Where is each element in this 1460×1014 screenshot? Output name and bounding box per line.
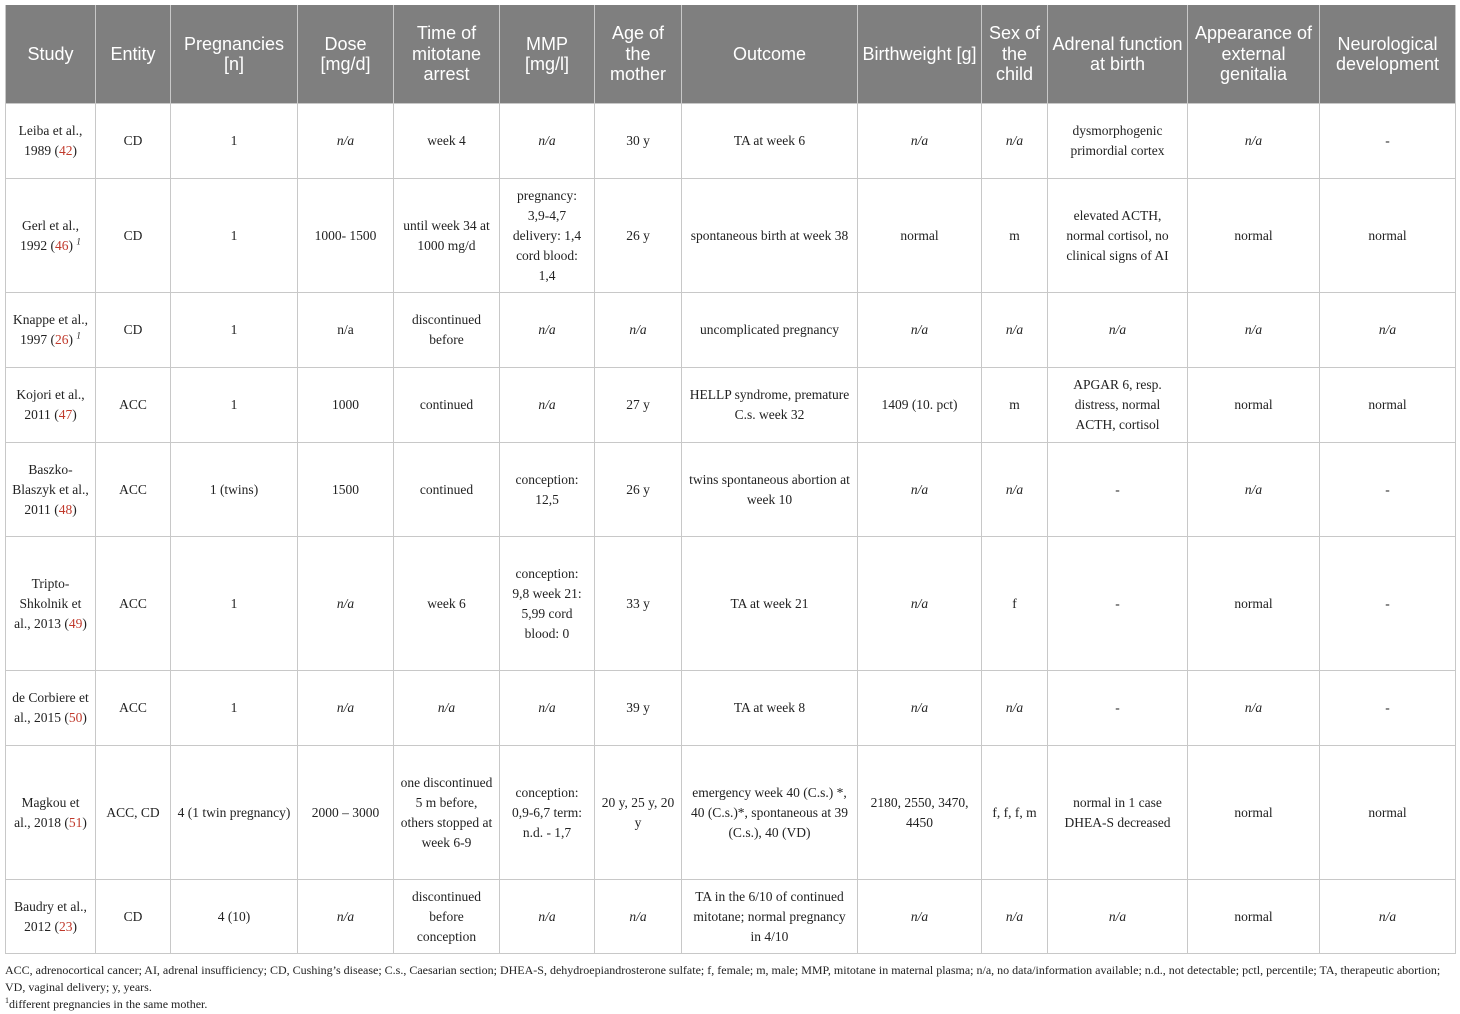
cell-neuro: normal bbox=[1320, 746, 1456, 880]
header-row bbox=[6, 5, 1456, 104]
column-header-adrenal: Adrenal function at birth bbox=[1048, 5, 1188, 104]
cell-genitalia: n/a bbox=[1188, 293, 1320, 368]
cell-outcome: TA at week 21 bbox=[682, 537, 858, 671]
cell-birthweight: normal bbox=[858, 179, 982, 293]
study-text: Leiba et al., 1989 bbox=[18, 123, 83, 158]
cell-arrest: one discontinued 5 m before, others stopped at week 6-9 bbox=[394, 746, 500, 880]
cell-sex: n/a bbox=[982, 443, 1048, 537]
cell-entity: CD bbox=[96, 293, 171, 368]
table-footnotes bbox=[5, 962, 1455, 1013]
cell-neuro: - bbox=[1320, 537, 1456, 671]
cell-age: n/a bbox=[595, 293, 682, 368]
table-row bbox=[6, 671, 1456, 746]
cell-entity: CD bbox=[96, 880, 171, 954]
cell-entity: ACC, CD bbox=[96, 746, 171, 880]
abbreviations-note: ACC, adrenocortical cancer; AI, adrenal insufficiency; CD, Cushing’s disease; C.s., Caesarian section; DHEA-S, dehydroepiandrosterone sulfate; f, female; m, male; MMP, mitotane in maternal plasma; n/a, no data/information available; n.d., not detectable; pctl, percentile; TA, therapeutic abortion; VD, vaginal delivery; y, years. bbox=[5, 963, 1441, 994]
cell-birthweight: n/a bbox=[858, 880, 982, 954]
cell-sex: f, f, f, m bbox=[982, 746, 1048, 880]
cell-study: Gerl et al., 1992 (46) $^1$ bbox=[6, 179, 96, 293]
footnote-text: different pregnancies in the same mother. bbox=[9, 997, 208, 1011]
cell-pregnancies: 1 bbox=[171, 671, 298, 746]
cell-adrenal: - bbox=[1048, 537, 1188, 671]
table-body bbox=[6, 104, 1456, 954]
cell-arrest: continued bbox=[394, 443, 500, 537]
cell-pregnancies: 4 (1 twin pregnancy) bbox=[171, 746, 298, 880]
table-document bbox=[5, 5, 1455, 1013]
reference-link[interactable]: 46 bbox=[55, 237, 69, 253]
study-text: Gerl et al., 1992 bbox=[20, 217, 79, 253]
study-text: Magkou et al., 2018 bbox=[14, 794, 80, 830]
cell-pregnancies: 1 bbox=[171, 293, 298, 368]
cell-age: n/a bbox=[595, 880, 682, 954]
cell-sex: n/a bbox=[982, 104, 1048, 179]
cell-outcome: HELLP syndrome, premature C.s. week 32 bbox=[682, 368, 858, 443]
column-header-genitalia: Appearance of external genitalia bbox=[1188, 5, 1320, 104]
reference-link[interactable]: 23 bbox=[58, 918, 73, 934]
cell-outcome: TA at week 8 bbox=[682, 671, 858, 746]
cell-mmp: n/a bbox=[500, 671, 595, 746]
cell-mmp: n/a bbox=[500, 104, 595, 179]
table-row bbox=[6, 179, 1456, 293]
footnote-mark: 1 bbox=[76, 330, 81, 341]
footnote-mark: 1 bbox=[76, 236, 81, 246]
cell-outcome: TA in the 6/10 of continued mitotane; normal pregnancy in 4/10 bbox=[682, 880, 858, 954]
cell-dose: n/a bbox=[298, 880, 394, 954]
cell-arrest: week 4 bbox=[394, 104, 500, 179]
cell-arrest: until week 34 at 1000 mg/d bbox=[394, 179, 500, 293]
cell-adrenal: n/a bbox=[1048, 880, 1188, 954]
study-text: Baudry et al., 2012 bbox=[14, 898, 87, 934]
cell-outcome: TA at week 6 bbox=[682, 104, 858, 179]
cell-genitalia: normal bbox=[1188, 746, 1320, 880]
cell-adrenal: - bbox=[1048, 443, 1188, 537]
cell-genitalia: n/a bbox=[1188, 443, 1320, 537]
cell-study: Tripto-Shkolnik et al., 2013 (49) bbox=[6, 537, 96, 671]
cell-entity: CD bbox=[96, 179, 171, 293]
table-row bbox=[6, 880, 1456, 954]
column-header-study: Study bbox=[6, 5, 96, 104]
cell-adrenal: dysmorphogenic primordial cortex bbox=[1048, 104, 1188, 179]
cell-pregnancies: 1 bbox=[171, 537, 298, 671]
cell-birthweight: n/a bbox=[858, 293, 982, 368]
cell-mmp: conception: 12,5 bbox=[500, 443, 595, 537]
cell-study: Magkou et al., 2018 (51) bbox=[6, 746, 96, 880]
cell-birthweight: n/a bbox=[858, 537, 982, 671]
cell-sex: n/a bbox=[982, 880, 1048, 954]
cell-dose: 1500 bbox=[298, 443, 394, 537]
cell-neuro: - bbox=[1320, 671, 1456, 746]
cell-study: Kojori et al., 2011 (47) bbox=[6, 368, 96, 443]
column-header-entity: Entity bbox=[96, 5, 171, 104]
cell-pregnancies: 4 (10) bbox=[171, 880, 298, 954]
cell-birthweight: n/a bbox=[858, 443, 982, 537]
cell-neuro: - bbox=[1320, 104, 1456, 179]
cell-entity: CD bbox=[96, 104, 171, 179]
cell-genitalia: normal bbox=[1188, 368, 1320, 443]
cell-entity: ACC bbox=[96, 368, 171, 443]
cell-neuro: normal bbox=[1320, 368, 1456, 443]
cell-age: 20 y, 25 y, 20 y bbox=[595, 746, 682, 880]
cell-mmp: conception: 0,9-6,7 term: n.d. - 1,7 bbox=[500, 746, 595, 880]
cell-birthweight: 1409 (10. pct) bbox=[858, 368, 982, 443]
column-header-age: Age of the mother bbox=[595, 5, 682, 104]
cell-age: 33 y bbox=[595, 537, 682, 671]
cell-dose: 1000 bbox=[298, 368, 394, 443]
column-header-sex: Sex of the child bbox=[982, 5, 1048, 104]
cell-study: Knappe et al., 1997 (26) $^1$ bbox=[6, 293, 96, 368]
column-header-pregnancies: Pregnancies [n] bbox=[171, 5, 298, 104]
cell-neuro: normal bbox=[1320, 179, 1456, 293]
cell-pregnancies: 1 bbox=[171, 179, 298, 293]
cell-arrest: discontinued before bbox=[394, 293, 500, 368]
cell-outcome: uncomplicated pregnancy bbox=[682, 293, 858, 368]
cell-dose: n/a bbox=[298, 104, 394, 179]
cell-study: Baudry et al., 2012 (23) bbox=[6, 880, 96, 954]
cell-outcome: spontaneous birth at week 38 bbox=[682, 179, 858, 293]
cell-outcome: emergency week 40 (C.s.) *, 40 (C.s.)*, spontaneous at 39 (C.s.), 40 (VD) bbox=[682, 746, 858, 880]
cell-dose: 2000 – 3000 bbox=[298, 746, 394, 880]
table-header bbox=[6, 5, 1456, 104]
table-row bbox=[6, 368, 1456, 443]
reference-link[interactable]: 51 bbox=[68, 814, 83, 830]
cell-entity: ACC bbox=[96, 537, 171, 671]
cell-dose: n/a bbox=[298, 293, 394, 368]
cell-outcome: twins spontaneous abortion at week 10 bbox=[682, 443, 858, 537]
cell-pregnancies: 1 bbox=[171, 368, 298, 443]
cell-study: de Corbiere et al., 2015 (50) bbox=[6, 671, 96, 746]
cell-sex: m bbox=[982, 179, 1048, 293]
study-text: Baszko-Blaszyk et al., 2011 bbox=[12, 461, 89, 517]
column-header-outcome: Outcome bbox=[682, 5, 858, 104]
cell-study: Baszko-Blaszyk et al., 2011 (48) bbox=[6, 443, 96, 537]
cell-sex: f bbox=[982, 537, 1048, 671]
cell-study: Leiba et al., 1989 (42) bbox=[6, 104, 96, 179]
cell-mmp: n/a bbox=[500, 368, 595, 443]
footnote-mark: 1 bbox=[5, 996, 9, 1005]
cell-genitalia: normal bbox=[1188, 880, 1320, 954]
cell-adrenal: elevated ACTH, normal cortisol, no clinical signs of AI bbox=[1048, 179, 1188, 293]
cell-genitalia: n/a bbox=[1188, 671, 1320, 746]
cell-genitalia: normal bbox=[1188, 179, 1320, 293]
reference-link[interactable]: 50 bbox=[68, 710, 83, 725]
table-row bbox=[6, 537, 1456, 671]
study-text: Knappe et al., 1997 bbox=[13, 312, 88, 347]
cell-sex: n/a bbox=[982, 293, 1048, 368]
column-header-arrest: Time of mitotane arrest bbox=[394, 5, 500, 104]
cell-adrenal: - bbox=[1048, 671, 1188, 746]
table-row bbox=[6, 104, 1456, 179]
cell-arrest: week 6 bbox=[394, 537, 500, 671]
cell-birthweight: 2180, 2550, 3470, 4450 bbox=[858, 746, 982, 880]
column-header-dose: Dose [mg/d] bbox=[298, 5, 394, 104]
cell-pregnancies: 1 (twins) bbox=[171, 443, 298, 537]
reference-link[interactable]: 47 bbox=[58, 407, 73, 422]
cell-neuro: n/a bbox=[1320, 293, 1456, 368]
study-text: de Corbiere et al., 2015 bbox=[12, 690, 89, 725]
cell-mmp: pregnancy: 3,9-4,7 delivery: 1,4 cord blood: 1,4 bbox=[500, 179, 595, 293]
cell-neuro: - bbox=[1320, 443, 1456, 537]
cell-arrest: discontinued before conception bbox=[394, 880, 500, 954]
cell-age: 26 y bbox=[595, 443, 682, 537]
cell-mmp: conception: 9,8 week 21: 5,99 cord blood: 0 bbox=[500, 537, 595, 671]
cell-mmp: n/a bbox=[500, 293, 595, 368]
reference-link[interactable]: 42 bbox=[58, 143, 73, 158]
data-table bbox=[5, 5, 1456, 954]
footnote-1 bbox=[5, 996, 1455, 1013]
cell-age: 26 y bbox=[595, 179, 682, 293]
column-header-mmp: MMP [mg/l] bbox=[500, 5, 595, 104]
column-header-neuro: Neurological development bbox=[1320, 5, 1456, 104]
cell-adrenal: APGAR 6, resp. distress, normal ACTH, cortisol bbox=[1048, 368, 1188, 443]
cell-mmp: n/a bbox=[500, 880, 595, 954]
cell-dose: n/a bbox=[298, 671, 394, 746]
cell-age: 27 y bbox=[595, 368, 682, 443]
cell-arrest: continued bbox=[394, 368, 500, 443]
cell-age: 30 y bbox=[595, 104, 682, 179]
cell-genitalia: n/a bbox=[1188, 104, 1320, 179]
reference-link[interactable]: 48 bbox=[58, 501, 73, 517]
cell-dose: n/a bbox=[298, 537, 394, 671]
cell-birthweight: n/a bbox=[858, 104, 982, 179]
cell-dose: 1000- 1500 bbox=[298, 179, 394, 293]
study-text: Tripto-Shkolnik et al., 2013 bbox=[14, 575, 82, 631]
table-row bbox=[6, 293, 1456, 368]
reference-link[interactable]: 26 bbox=[55, 332, 69, 347]
table-row bbox=[6, 746, 1456, 880]
cell-arrest: n/a bbox=[394, 671, 500, 746]
cell-birthweight: n/a bbox=[858, 671, 982, 746]
cell-adrenal: normal in 1 case DHEA-S decreased bbox=[1048, 746, 1188, 880]
cell-entity: ACC bbox=[96, 443, 171, 537]
cell-sex: n/a bbox=[982, 671, 1048, 746]
cell-sex: m bbox=[982, 368, 1048, 443]
cell-adrenal: n/a bbox=[1048, 293, 1188, 368]
cell-genitalia: normal bbox=[1188, 537, 1320, 671]
cell-age: 39 y bbox=[595, 671, 682, 746]
cell-pregnancies: 1 bbox=[171, 104, 298, 179]
study-text: Kojori et al., 2011 bbox=[16, 387, 85, 422]
cell-entity: ACC bbox=[96, 671, 171, 746]
column-header-birthweight: Birthweight [g] bbox=[858, 5, 982, 104]
cell-neuro: n/a bbox=[1320, 880, 1456, 954]
table-row bbox=[6, 443, 1456, 537]
reference-link[interactable]: 49 bbox=[68, 615, 83, 631]
